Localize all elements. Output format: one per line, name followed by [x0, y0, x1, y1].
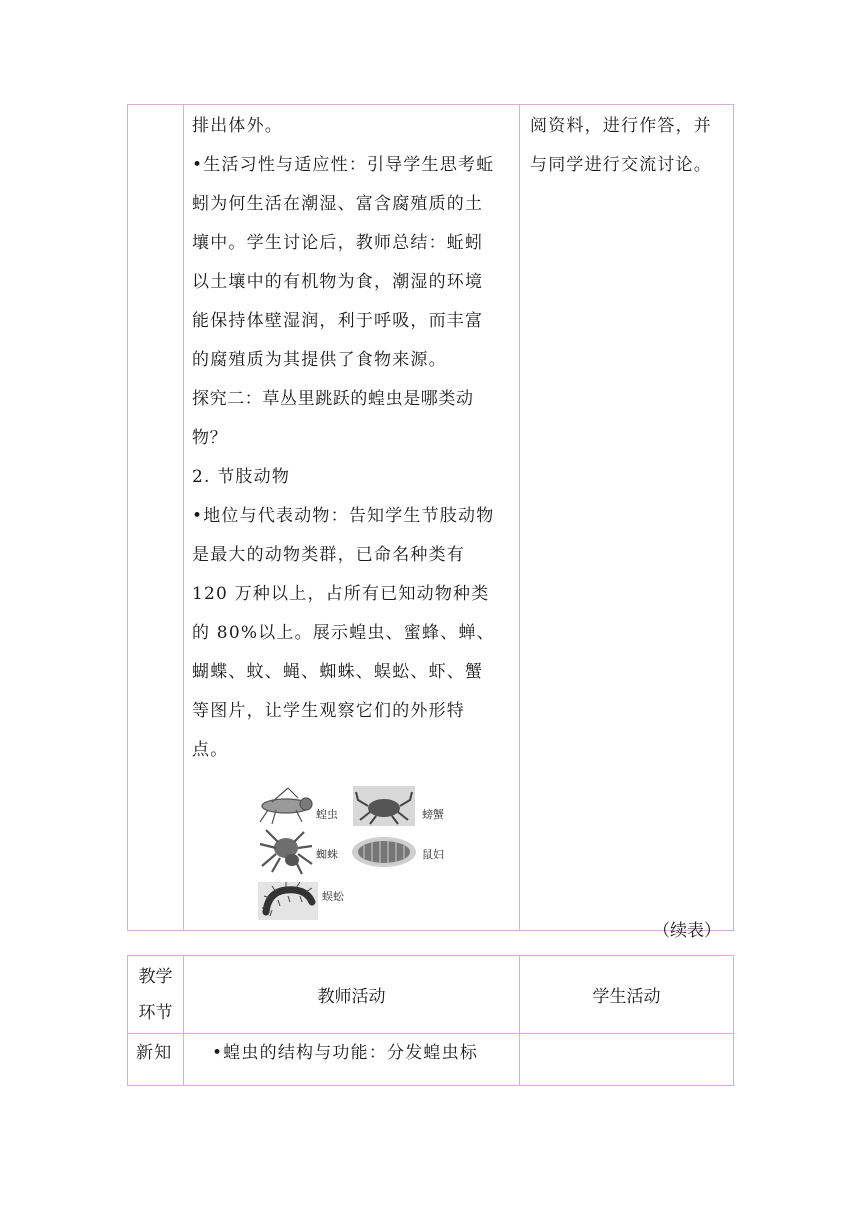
- teacher-line: 蚓为何生活在潮湿、富含腐殖质的土: [192, 194, 484, 214]
- header-teacher-activity: 教师活动: [184, 956, 520, 1034]
- teacher-activity-cell: [184, 1034, 520, 1086]
- centipede-label: 蜈蚣: [322, 890, 344, 903]
- header-stage-line: 环节: [138, 1002, 173, 1023]
- crab-image: [353, 786, 415, 826]
- spider-label: 蜘蛛: [316, 848, 338, 861]
- teacher-line: •生活习性与适应性：引导学生思考蚯: [192, 155, 495, 175]
- teacher-line: 2. 节肢动物: [192, 467, 291, 487]
- spider-image: [260, 830, 312, 874]
- teacher-line: 以土壤中的有机物为食，潮湿的环境: [192, 272, 484, 292]
- woodlouse-label: 鼠妇: [422, 848, 444, 861]
- teacher-line: 等图片，让学生观察它们的外形特: [192, 701, 465, 721]
- locust-image: [260, 788, 312, 824]
- student-line: 阅资料，进行作答，并: [530, 116, 712, 136]
- teacher-line: 120 万种以上，占所有已知动物种类: [192, 584, 490, 604]
- woodlouse-image: [352, 837, 416, 867]
- arthropod-figure: [258, 784, 458, 922]
- teacher-line: 的 80%以上。展示蝗虫、蜜蜂、蝉、: [192, 623, 495, 643]
- section-heading: 物？: [192, 428, 228, 448]
- centipede-image: [258, 882, 318, 920]
- student-activity-cell: [520, 105, 734, 931]
- teacher-line: •蝗虫的结构与功能：分发蝗虫标: [212, 1043, 479, 1063]
- lesson-table-part2: [127, 955, 734, 1086]
- continued-label: （续表）: [653, 921, 721, 941]
- teacher-line: 排出体外。: [192, 116, 283, 136]
- teacher-activity-cell: [184, 105, 520, 931]
- student-activity-cell: [520, 1034, 734, 1086]
- teacher-line: 蝴蝶、蚊、蝇、蜘蛛、蜈蚣、虾、蟹: [192, 662, 484, 682]
- student-line: 与同学进行交流讨论。: [530, 155, 712, 175]
- teacher-line: 点。: [192, 740, 229, 760]
- locust-label: 蝗虫: [316, 808, 338, 821]
- header-stage-line: 教学: [138, 966, 173, 987]
- section-heading: 探究二：草丛里跳跃的蝗虫是哪类动: [192, 389, 474, 409]
- teacher-line: 壤中。学生讨论后，教师总结：蚯蚓: [192, 233, 484, 253]
- header-stage: [128, 956, 184, 1034]
- header-student-activity: 学生活动: [520, 956, 734, 1034]
- teacher-line: 能保持体壁湿润，利于呼吸，而丰富: [192, 311, 484, 331]
- teacher-line: 的腐殖质为其提供了食物来源。: [192, 350, 447, 370]
- teacher-line: 是最大的动物类群，已命名种类有: [192, 545, 465, 565]
- stage-cell: [128, 105, 184, 931]
- teacher-line: •地位与代表动物：告知学生节肢动物: [192, 506, 495, 526]
- stage-cell-new-knowledge: [128, 1034, 184, 1086]
- crab-label: 螃蟹: [422, 808, 444, 821]
- stage-label: 新知: [136, 1043, 173, 1063]
- lesson-table-part1: [127, 104, 734, 931]
